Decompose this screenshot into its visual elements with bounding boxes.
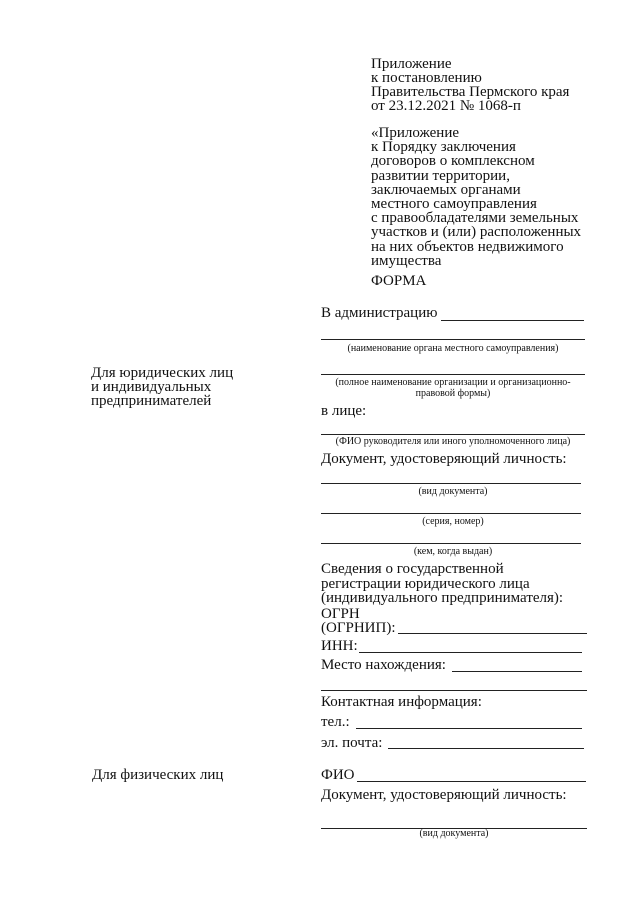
doc-type-caption-2: (вид документа) bbox=[419, 828, 489, 839]
head-caption: (ФИО руководителя или иного уполномоченного лица) bbox=[335, 436, 571, 447]
legal-entities-label bbox=[91, 366, 233, 408]
procedure-line: имущества bbox=[371, 252, 442, 269]
legal-label-line: предпринимателей bbox=[91, 393, 212, 409]
appendix-line: от 23.12.2021 № 1068-п bbox=[371, 98, 521, 114]
admin-name-field-2[interactable] bbox=[321, 339, 585, 340]
email-label: эл. почта: bbox=[321, 735, 383, 751]
procedure-line: договоров о комплексном bbox=[371, 153, 535, 170]
series-field[interactable] bbox=[321, 513, 581, 514]
org-caption-2: правовой формы) bbox=[415, 388, 491, 399]
legal-label-line: и индивидуальных bbox=[91, 379, 212, 395]
appendix-line: Приложение bbox=[371, 56, 452, 72]
email-field[interactable] bbox=[388, 748, 584, 749]
inn-label: ИНН: bbox=[321, 638, 358, 654]
phone-label: тел.: bbox=[321, 714, 350, 730]
location-field-2[interactable] bbox=[321, 690, 587, 691]
registration-line: (индивидуального предпринимателя): bbox=[321, 590, 564, 606]
head-name-field[interactable] bbox=[321, 434, 585, 435]
procedure-line: местного самоуправления bbox=[371, 196, 537, 213]
org-caption-1: (полное наименование организации и организационно- bbox=[335, 377, 571, 388]
contact-label: Контактная информация: bbox=[321, 694, 482, 710]
id-doc-label-2: Документ, удостоверяющий личность: bbox=[321, 787, 567, 803]
ogrnip-label: (ОГРНИП): bbox=[321, 620, 396, 636]
phone-field[interactable] bbox=[356, 728, 582, 729]
appendix-header bbox=[371, 57, 569, 113]
admin-caption: (наименование органа местного самоуправления) bbox=[347, 343, 559, 354]
id-doc-label: Документ, удостоверяющий личность: bbox=[321, 451, 567, 467]
ogrn-label: ОГРН bbox=[321, 606, 360, 622]
registration-line: регистрации юридического лица bbox=[321, 575, 530, 592]
issued-field[interactable] bbox=[321, 543, 581, 544]
procedure-line: с правообладателями земельных bbox=[371, 210, 579, 227]
procedure-line: «Приложение bbox=[371, 125, 460, 141]
inn-field[interactable] bbox=[359, 652, 582, 653]
series-caption: (серия, номер) bbox=[422, 516, 484, 527]
org-name-field[interactable] bbox=[321, 374, 585, 375]
in-person-label: в лице: bbox=[321, 403, 367, 419]
fio-label: ФИО bbox=[321, 767, 355, 783]
procedure-line: на них объектов недвижимого bbox=[371, 238, 564, 255]
procedure-line: заключаемых органами bbox=[371, 181, 521, 198]
form-title: ФОРМА bbox=[371, 273, 427, 289]
registration-line: Сведения о государственной bbox=[321, 561, 504, 577]
to-admin-label: В администрацию bbox=[321, 305, 438, 321]
individuals-label: Для физических лиц bbox=[92, 767, 224, 783]
fio-field[interactable] bbox=[357, 781, 586, 782]
admin-name-field[interactable] bbox=[441, 320, 584, 321]
procedure-header bbox=[371, 126, 581, 268]
appendix-line: Правительства Пермского края bbox=[371, 84, 570, 100]
issued-caption: (кем, когда выдан) bbox=[413, 546, 493, 557]
procedure-line: развитии территории, bbox=[371, 167, 510, 184]
location-field[interactable] bbox=[452, 671, 582, 672]
procedure-line: участков и (или) расположенных bbox=[371, 224, 582, 241]
location-label: Место нахождения: bbox=[321, 657, 446, 673]
doc-type-caption: (вид документа) bbox=[418, 486, 488, 497]
procedure-line: к Порядку заключения bbox=[371, 139, 516, 156]
doc-type-field[interactable] bbox=[321, 483, 581, 484]
ogrn-field[interactable] bbox=[398, 633, 587, 634]
appendix-line: к постановлению bbox=[371, 70, 482, 86]
registration-block bbox=[321, 562, 563, 606]
legal-label-line: Для юридических лиц bbox=[91, 365, 234, 381]
